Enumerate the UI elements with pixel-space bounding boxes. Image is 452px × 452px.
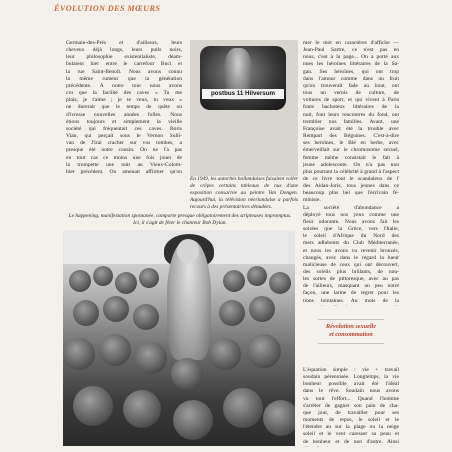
text-line: soirées que la Grèce, vers l'Italie, [303, 226, 399, 233]
text-line: étions toujours et simplement la vieille [66, 118, 182, 125]
text-line: dans l'amour comme dans un fruit [303, 75, 399, 82]
text-line: malicieuse de ceux qui ont découvert, [303, 261, 399, 268]
text-line: façon, une larme de regret pour les [303, 290, 399, 297]
text-line: changés, avec dans le regard la lueur [303, 254, 399, 261]
crowd-head [247, 266, 267, 286]
text-line: de bonheur et de non d'autre. Ainsi [303, 438, 399, 445]
text-line: nues les héroïnes littéraires de la Sa- [303, 61, 399, 68]
crowd-head [135, 342, 167, 374]
text-line: nuit, font leurs rencontres du fond, ont [303, 111, 399, 118]
crowd-head [223, 270, 245, 292]
text-line: cru que la facilité des caves « Tu me [66, 90, 182, 97]
text-column-right-lower [303, 367, 399, 447]
text-line: L'équation simple : vie + travail [303, 367, 399, 373]
text-line: le soleil d'Afrique du Nord des [303, 233, 399, 240]
text-line: fleur odorante. Nous avons fait les [303, 218, 399, 225]
crowd-head [219, 300, 245, 326]
crowd-head [171, 358, 203, 390]
text-line: femme même consistait le fait à [303, 154, 399, 161]
text-line: bonheur possible avait été l'idéal [303, 381, 399, 388]
text-line: les sortes de pittoresque, avec au pas [303, 276, 399, 283]
tv-banner-text: postbus 11 Hilversum [202, 89, 284, 99]
text-line: d'ivresse nouvelles années folles. Nous [66, 111, 182, 118]
text-line: bier précédent. On amenait affirmer qu'on [66, 168, 182, 174]
text-line: La société d'abondance a [303, 204, 399, 211]
text-line: la rue Saint-Benoît. Nous avons connu [66, 68, 182, 75]
text-line: Françoise avait été la trouble avec [303, 125, 399, 132]
text-line: soleil et le vent caresser sa peau et [303, 431, 399, 438]
text-column-right [303, 40, 399, 306]
text-line: jeune adolescente. On n'a pas non [303, 161, 399, 168]
text-line: dans le rêve. Soudain nous avons [303, 388, 399, 395]
crowd-head [223, 388, 263, 428]
text-line: vu tout l'effort... Quand l'homme [303, 395, 399, 402]
text-line: moments de repos, le soleil et le [303, 417, 399, 424]
crowd-head [63, 338, 95, 370]
text-line: tions lointaines. Au mois de la [303, 297, 399, 304]
crowd-head [123, 390, 161, 428]
text-line: plais, je t'aime ; je te veux, tu veux » [66, 97, 182, 104]
text-line: cheveux déjà longs, leurs pulls noirs, [66, 47, 182, 54]
text-line: société qui fréquentait ces caves. Boris [66, 125, 182, 132]
text-line: de l'ailleurs, masquant un peu notre [303, 283, 399, 290]
text-line: la même rumeur que la génération [66, 75, 182, 82]
text-line: la trompette une nuit au Vieux-Colom- [66, 161, 182, 168]
crowd-head [209, 338, 241, 370]
text-line: des Aidan-Joris, tous jeunes dans ce [303, 183, 399, 190]
text-line: leur philosophie existentialiste, déam- [66, 54, 182, 61]
text-line: van de J'irai cracher sur vos tombes, a [66, 140, 182, 147]
text-line: bulaient hier entre le carrefour Buci et [66, 61, 182, 68]
text-line: presque été notre cousin. On ne l'a pas [66, 147, 182, 154]
crowd-head [99, 334, 131, 366]
text-line: précédente. A notre tour nous avons [66, 82, 182, 89]
text-line: gan. Ses héroïnes, qui ont trop [303, 68, 399, 75]
text-line: fonts bachoteux littéraires de la [303, 104, 399, 111]
crowd-photo [63, 230, 295, 446]
running-header: ÉVOLUTION DES MŒURS [54, 4, 161, 13]
text-column-left [66, 40, 182, 174]
text-line: plus pourtant la célébrité à grand à l'aspect [303, 168, 399, 175]
crowd-head [263, 400, 295, 436]
text-line: Vian, qui perçait sous le Vernon Sulli- [66, 133, 182, 140]
text-line: Rempart des Béguines. C'est-à-dire [303, 133, 399, 140]
text-line: beaucoup plus bel que l'écrivain fé- [303, 190, 399, 197]
caption-tv-photo: En 1949, les autorités hollandaises faisaient voiler de crêpes certains tableaux de nus d'une exposition consacrée au peintre Van Dongen. Aujourd'hui, la télévision néerlandaise a parfois recours à des présentatrices dénudées. [190, 176, 298, 210]
text-line: ministe. [303, 197, 321, 204]
caption-crowd-photo: Le happening, manifestation spontanée, comporte presque obligatoirement des stripteases impromptus. Ici, il s'agit de fêter le chanteur Bob Dylan. [68, 213, 292, 226]
text-line: soudain pérennisée. Longtemps, la vie [303, 374, 399, 381]
woman-face [177, 239, 199, 263]
text-line: tous un vernis de culture, de [303, 90, 399, 97]
crowd-head [269, 272, 291, 294]
text-line: Germain-des-Prés et d'ailleurs, leurs [66, 40, 182, 46]
text-line: en tout cas ce moins une fois jouer de [66, 154, 182, 161]
crowd-head [103, 296, 129, 322]
crowd-head [73, 386, 113, 426]
subheading-line-2: et consommation [329, 331, 373, 338]
crowd-head [73, 300, 99, 326]
subhead-rule-top [318, 319, 384, 320]
crowd-head [247, 334, 281, 368]
crowd-head [93, 266, 113, 286]
text-line [303, 446, 399, 447]
subheading-line-1: Révolution sexuelle [325, 323, 376, 330]
text-line: nous, c'est à la page... On a porté aux [303, 54, 399, 61]
text-line: voitures de sport, et qui vivent à Paris [303, 97, 399, 104]
text-line: Jean-Paul Sartre, ce n'est pas en [303, 47, 399, 54]
text-line: que jour, de travailler pour ses [303, 409, 399, 416]
text-line: ses heroïnes, le Blé en herbe, avec [303, 140, 399, 147]
text-line: de ce livre tout le scandaleux de l' [303, 175, 399, 182]
text-line: déployé tous nos yeux comme une [303, 211, 399, 218]
text-line: émerveillait sur le chromosome sexuel, [303, 147, 399, 154]
text-line: s'arrêter de gagner son pain de cha- [303, 402, 399, 409]
text-line: trembler nos familles. Avant, une [303, 118, 399, 125]
crowd-head [249, 296, 275, 322]
text-line [303, 305, 399, 306]
tv-photo [190, 40, 298, 176]
text-line: ne durerait que le temps de quête ou [66, 104, 182, 111]
subhead-rule-bottom [318, 343, 384, 344]
text-line: des soleils plus brûlants, de nou- [303, 269, 399, 275]
crowd-head [69, 270, 91, 292]
crowd-head [139, 268, 159, 288]
crowd-head [173, 400, 213, 440]
text-line: mers adhérents du Club Méditerranée, [303, 240, 399, 247]
section-subheading [303, 323, 399, 339]
crowd-head [115, 272, 137, 294]
text-line: et nous les avons vu revenir bronzés, [303, 247, 399, 254]
crowd-head [133, 304, 159, 330]
text-line: l'étendre au sur la plage ou la neige [303, 424, 399, 431]
text-line: qu'on trouverait fade au bout, ont [303, 82, 399, 89]
text-line: mer le mot en caractères d'affiche — [303, 40, 399, 46]
